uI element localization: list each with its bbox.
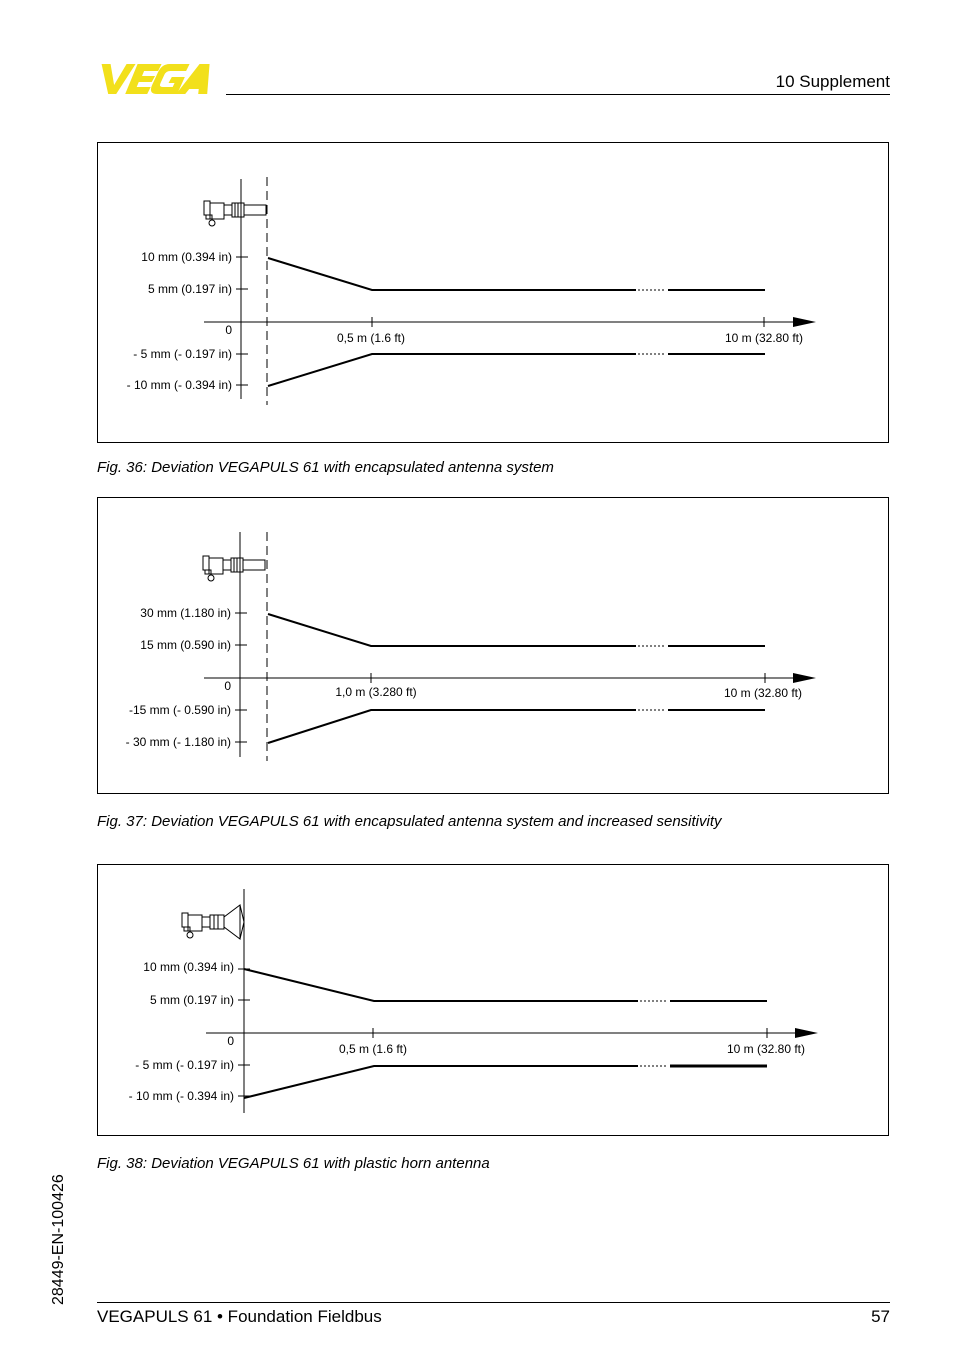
y-label-zero: 0 <box>227 1034 234 1048</box>
x-label-far: 10 m (32.80 ft) <box>724 331 804 345</box>
y-label-zero: 0 <box>224 679 231 693</box>
plastic-horn-antenna-sensor-icon <box>182 905 244 939</box>
y-label-bottom: - 10 mm (- 0.394 in) <box>126 378 232 392</box>
footer-title: VEGAPULS 61 • Foundation Fieldbus <box>97 1307 382 1326</box>
figure-37-caption: Fig. 37: Deviation VEGAPULS 61 with encapsulated antenna system and increased sensitivity <box>97 813 722 830</box>
figure-38-box <box>97 864 889 1136</box>
y-label-bottom: - 30 mm (- 1.180 in) <box>125 735 231 749</box>
header-rule <box>226 94 890 95</box>
y-label-upper: 15 mm (0.590 in) <box>140 638 231 652</box>
vega-logo <box>96 62 220 96</box>
x-label-near: 1,0 m (3.280 ft) <box>335 685 417 699</box>
y-label-upper: 5 mm (0.197 in) <box>147 282 232 296</box>
figure-36-diagram <box>98 143 890 444</box>
page-number: 57 <box>871 1307 890 1326</box>
y-label-lower: -15 mm (- 0.590 in) <box>128 703 231 717</box>
y-label-lower: - 5 mm (- 0.197 in) <box>135 1058 234 1072</box>
x-label-far: 10 m (32.80 ft) <box>726 1042 806 1056</box>
figure-38-caption: Fig. 38: Deviation VEGAPULS 61 with plastic horn antenna <box>97 1155 490 1172</box>
figure-36-caption: Fig. 36: Deviation VEGAPULS 61 with encapsulated antenna system <box>97 459 554 476</box>
y-label-lower: - 5 mm (- 0.197 in) <box>133 347 232 361</box>
figure-38-diagram <box>98 865 890 1137</box>
y-label-bottom: - 10 mm (- 0.394 in) <box>128 1089 234 1103</box>
encapsulated-antenna-sensor-icon <box>204 201 266 226</box>
y-label-zero: 0 <box>225 323 232 337</box>
section-title: 10 Supplement <box>775 72 890 91</box>
footer-rule <box>97 1302 890 1303</box>
figure-37-box <box>97 497 889 794</box>
figure-37-diagram <box>98 498 890 795</box>
y-label-upper: 5 mm (0.197 in) <box>149 993 234 1007</box>
y-label-top: 30 mm (1.180 in) <box>140 606 231 620</box>
document-id: 28449-EN-100426 <box>50 1174 67 1305</box>
y-label-top: 10 mm (0.394 in) <box>141 250 232 264</box>
x-label-far: 10 m (32.80 ft) <box>723 686 803 700</box>
figure-36-box <box>97 142 889 443</box>
encapsulated-antenna-sensor-icon <box>203 556 265 581</box>
y-label-top: 10 mm (0.394 in) <box>143 960 234 974</box>
x-label-near: 0,5 m (1.6 ft) <box>338 1042 408 1056</box>
x-label-near: 0,5 m (1.6 ft) <box>336 331 406 345</box>
